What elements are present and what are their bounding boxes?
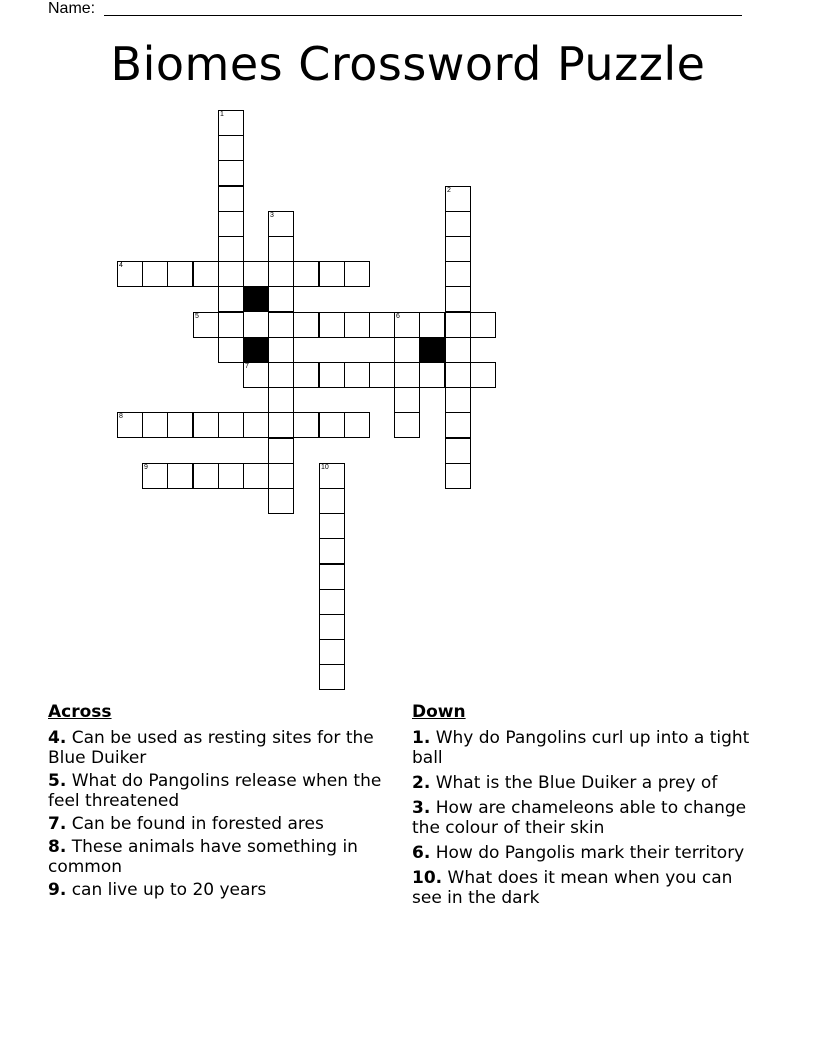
clue-down-6 — [412, 843, 752, 863]
clue-number: 5. — [48, 771, 67, 791]
grid-cell[interactable] — [193, 463, 219, 489]
grid-cell[interactable] — [445, 438, 471, 464]
grid-cell[interactable] — [218, 286, 244, 312]
grid-cell[interactable] — [268, 286, 294, 312]
grid-cell[interactable] — [445, 236, 471, 262]
grid-cell[interactable] — [445, 463, 471, 489]
cell-number: 6 — [396, 313, 400, 320]
cell-number: 2 — [447, 187, 451, 194]
clue-down-2 — [412, 773, 752, 793]
clue-across-5 — [48, 771, 388, 811]
grid-cell[interactable] — [369, 312, 395, 338]
cell-number: 7 — [245, 363, 249, 370]
grid-cell[interactable] — [268, 488, 294, 514]
down-heading: Down — [412, 702, 466, 722]
clue-text: What do Pangolins release when the feel threatened — [48, 771, 382, 811]
grid-cell[interactable] — [218, 236, 244, 262]
cell-number: 1 — [220, 111, 224, 118]
clue-number: 3. — [412, 798, 431, 818]
cell-number: 10 — [321, 464, 329, 471]
cell-number: 9 — [144, 464, 148, 471]
cell-number: 3 — [270, 212, 274, 219]
clue-text: What does it mean when you can see in the dark — [412, 868, 733, 908]
grid-cell[interactable] — [319, 463, 345, 489]
grid-cell[interactable] — [319, 564, 345, 590]
grid-cell[interactable] — [470, 362, 496, 388]
clue-number: 1. — [412, 728, 431, 748]
clue-number: 2. — [412, 773, 431, 793]
grid-cell[interactable] — [319, 639, 345, 665]
grid-cell[interactable] — [268, 438, 294, 464]
clue-across-4 — [48, 728, 388, 768]
clue-number: 6. — [412, 843, 431, 863]
grid-cell[interactable] — [445, 362, 471, 388]
grid-cell[interactable] — [445, 387, 471, 413]
grid-cell[interactable] — [394, 387, 420, 413]
grid-cell[interactable] — [369, 362, 395, 388]
grid-cell[interactable] — [268, 362, 294, 388]
grid-cell[interactable] — [419, 312, 445, 338]
cell-number: 4 — [119, 262, 123, 269]
grid-cell[interactable] — [193, 412, 219, 438]
grid-cell[interactable] — [268, 387, 294, 413]
grid-cell[interactable] — [319, 664, 345, 690]
grid-cell[interactable] — [394, 337, 420, 363]
grid-cell[interactable] — [268, 463, 294, 489]
clue-number: 7. — [48, 814, 67, 834]
clue-number: 9. — [48, 880, 67, 900]
grid-cell[interactable] — [117, 412, 143, 438]
grid-cell[interactable] — [268, 211, 294, 237]
grid-cell[interactable] — [445, 412, 471, 438]
grid-cell[interactable] — [344, 412, 370, 438]
across-heading: Across — [48, 702, 112, 722]
grid-cell[interactable] — [218, 110, 244, 136]
clue-number: 4. — [48, 728, 67, 748]
grid-cell[interactable] — [293, 312, 319, 338]
clue-text: can live up to 20 years — [71, 880, 267, 900]
clue-text: Can be used as resting sites for the Blue Duiker — [48, 728, 374, 768]
clue-text: Can be found in forested ares — [71, 814, 324, 834]
grid-cell[interactable] — [218, 337, 244, 363]
grid-cell[interactable] — [445, 337, 471, 363]
grid-cell[interactable] — [319, 362, 345, 388]
grid-cell[interactable] — [344, 362, 370, 388]
grid-cell[interactable] — [319, 261, 345, 287]
black-cell — [419, 337, 445, 363]
clue-across-8 — [48, 837, 388, 877]
grid-cell[interactable] — [445, 286, 471, 312]
clue-number: 8. — [48, 837, 67, 857]
clue-down-1 — [412, 728, 752, 768]
grid-cell[interactable] — [268, 337, 294, 363]
cell-number: 8 — [119, 413, 123, 420]
clue-number: 10. — [412, 868, 443, 888]
grid-cell[interactable] — [218, 261, 244, 287]
grid-cell[interactable] — [142, 412, 168, 438]
grid-cell[interactable] — [218, 160, 244, 186]
clue-text: These animals have something in common — [48, 837, 358, 877]
clue-text: What is the Blue Duiker a prey of — [435, 773, 718, 793]
down-clues — [412, 702, 752, 913]
page-title: Biomes Crossword Puzzle — [110, 37, 706, 91]
grid-cell[interactable] — [218, 211, 244, 237]
grid-cell[interactable] — [167, 261, 193, 287]
grid-cell[interactable] — [319, 412, 345, 438]
grid-cell[interactable] — [293, 412, 319, 438]
grid-cell[interactable] — [243, 261, 269, 287]
grid-cell[interactable] — [394, 312, 420, 338]
grid-cell[interactable] — [319, 312, 345, 338]
grid-cell[interactable] — [167, 412, 193, 438]
clue-across-9 — [48, 880, 388, 900]
grid-cell[interactable] — [243, 463, 269, 489]
grid-cell[interactable] — [243, 412, 269, 438]
grid-cell[interactable] — [268, 236, 294, 262]
grid-cell[interactable] — [394, 362, 420, 388]
grid-cell[interactable] — [243, 362, 269, 388]
grid-cell[interactable] — [218, 412, 244, 438]
grid-cell[interactable] — [142, 463, 168, 489]
grid-cell[interactable] — [445, 261, 471, 287]
grid-cell[interactable] — [394, 412, 420, 438]
clue-down-3 — [412, 798, 752, 838]
clue-down-10 — [412, 868, 752, 908]
black-cell — [243, 286, 269, 312]
grid-cell[interactable] — [268, 312, 294, 338]
clue-text: How do Pangolis mark their territory — [435, 843, 745, 863]
grid-cell[interactable] — [344, 312, 370, 338]
grid-cell[interactable] — [319, 513, 345, 539]
grid-cell[interactable] — [445, 211, 471, 237]
grid-cell[interactable] — [218, 312, 244, 338]
grid-cell[interactable] — [293, 261, 319, 287]
grid-cell[interactable] — [344, 261, 370, 287]
clue-text: Why do Pangolins curl up into a tight ball — [412, 728, 750, 768]
grid-cell[interactable] — [167, 463, 193, 489]
grid-cell[interactable] — [193, 261, 219, 287]
name-label: Name: — [48, 0, 96, 17]
grid-cell[interactable] — [193, 312, 219, 338]
grid-cell[interactable] — [293, 362, 319, 388]
grid-cell[interactable] — [142, 261, 168, 287]
grid-cell[interactable] — [218, 135, 244, 161]
grid-cell[interactable] — [319, 538, 345, 564]
grid-cell[interactable] — [445, 186, 471, 212]
grid-cell[interactable] — [319, 589, 345, 615]
grid-cell[interactable] — [319, 488, 345, 514]
grid-cell[interactable] — [268, 261, 294, 287]
grid-cell[interactable] — [218, 463, 244, 489]
clue-across-7 — [48, 814, 388, 834]
black-cell — [243, 337, 269, 363]
grid-cell[interactable] — [319, 614, 345, 640]
clue-text: How are chameleons able to change the colour of their skin — [412, 798, 747, 838]
grid-cell[interactable] — [470, 312, 496, 338]
across-clues — [48, 702, 388, 903]
cell-number: 5 — [195, 313, 199, 320]
grid-cell[interactable] — [268, 412, 294, 438]
grid-cell[interactable] — [218, 186, 244, 212]
grid-cell[interactable] — [419, 362, 445, 388]
grid-cell[interactable] — [445, 312, 471, 338]
grid-cell[interactable] — [117, 261, 143, 287]
